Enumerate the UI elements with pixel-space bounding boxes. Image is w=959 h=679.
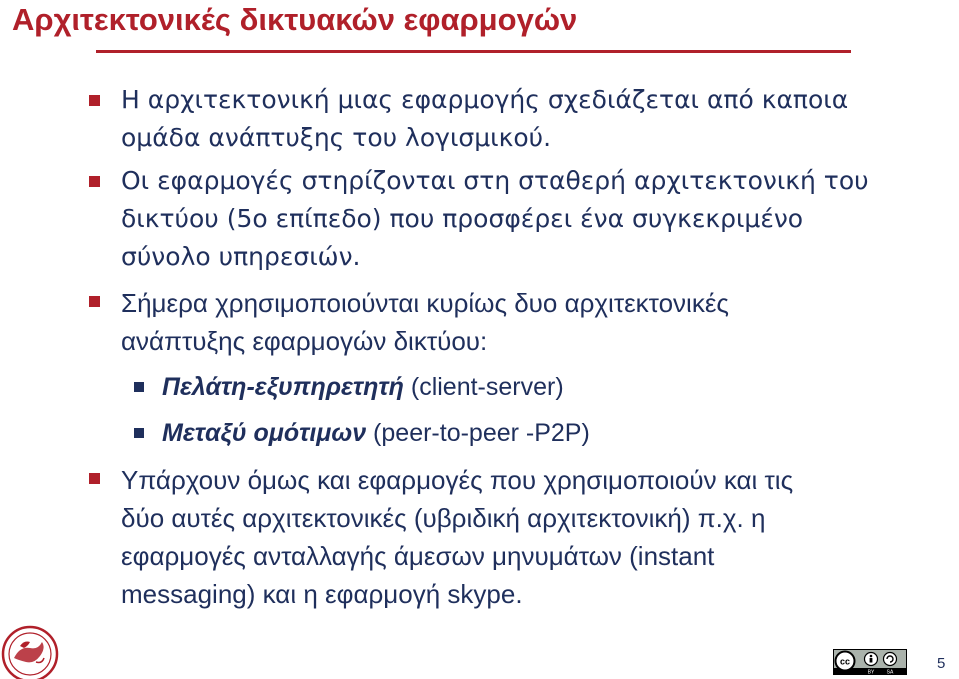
sub-bullet-square-icon — [134, 382, 144, 392]
bullet-square-icon — [89, 296, 100, 307]
bullet-square-icon — [89, 176, 100, 187]
bullet-line: Σήμερα χρησιμοποιούνται κυρίως δυο αρχιτεκτονικές — [121, 288, 729, 318]
svg-text:cc: cc — [839, 656, 851, 667]
bullet-line: δύο αυτές αρχιτεκτονικές (υβριδική αρχιτεκτονική) π.χ. η — [121, 503, 766, 533]
sub-bullet-client-server — [162, 368, 564, 406]
bullet-line: Οι εφαρμογές στηρίζονται στη σταθερή αρχιτεκτονική του — [121, 166, 869, 195]
university-seal-icon — [0, 618, 64, 679]
creative-commons-icon — [833, 649, 907, 675]
bullet-line: δικτύου (5ο επίπεδο) που προσφέρει ένα συγκεκριμένο — [121, 204, 804, 233]
sub-bullet-text: (peer-to-peer -P2P) — [366, 419, 590, 447]
sub-bullet-text: (client-server) — [403, 373, 564, 401]
slide-title: Αρχιτεκτονικές δικτυακών εφαρμογών — [12, 2, 578, 37]
sub-bullet-emphasis: Πελάτη-εξυπηρετητή — [162, 373, 404, 401]
bullet-line: εφαρμογές ανταλλαγής άμεσων μηνυμάτων (instant — [121, 541, 715, 571]
bullet-line: Η αρχιτεκτονική μιας εφαρμογής σχεδιάζεται από καποια — [121, 85, 849, 114]
bullet-line: messaging) και η εφαρμογή skype. — [121, 579, 523, 609]
page-number: 5 — [937, 655, 946, 672]
bullet-line: Υπάρχουν όμως και εφαρμογές που χρησιμοποιούν και τις — [121, 465, 794, 495]
bullet-line: ανάπτυξης εφαρμογών δικτύου: — [121, 326, 488, 356]
sub-bullet-peer-to-peer — [162, 414, 590, 452]
bullet-hybrid-architecture — [121, 461, 921, 613]
bullet-line: σύνολο υπηρεσιών. — [121, 242, 361, 271]
title-rule — [96, 50, 851, 53]
license-by-label: BY — [867, 669, 875, 675]
bullet-two-architectures — [121, 284, 921, 360]
license-sa-label: SA — [886, 669, 894, 675]
bullet-architecture-design — [121, 81, 921, 157]
bullet-network-architecture — [121, 162, 921, 276]
bullet-line: ομάδα ανάπτυξης του λογισμικού. — [121, 123, 552, 152]
bullet-square-icon — [89, 95, 100, 106]
sub-bullet-square-icon — [134, 428, 144, 438]
sub-bullet-emphasis: Μεταξύ ομότιμων — [162, 419, 367, 447]
bullet-square-icon — [89, 473, 100, 484]
